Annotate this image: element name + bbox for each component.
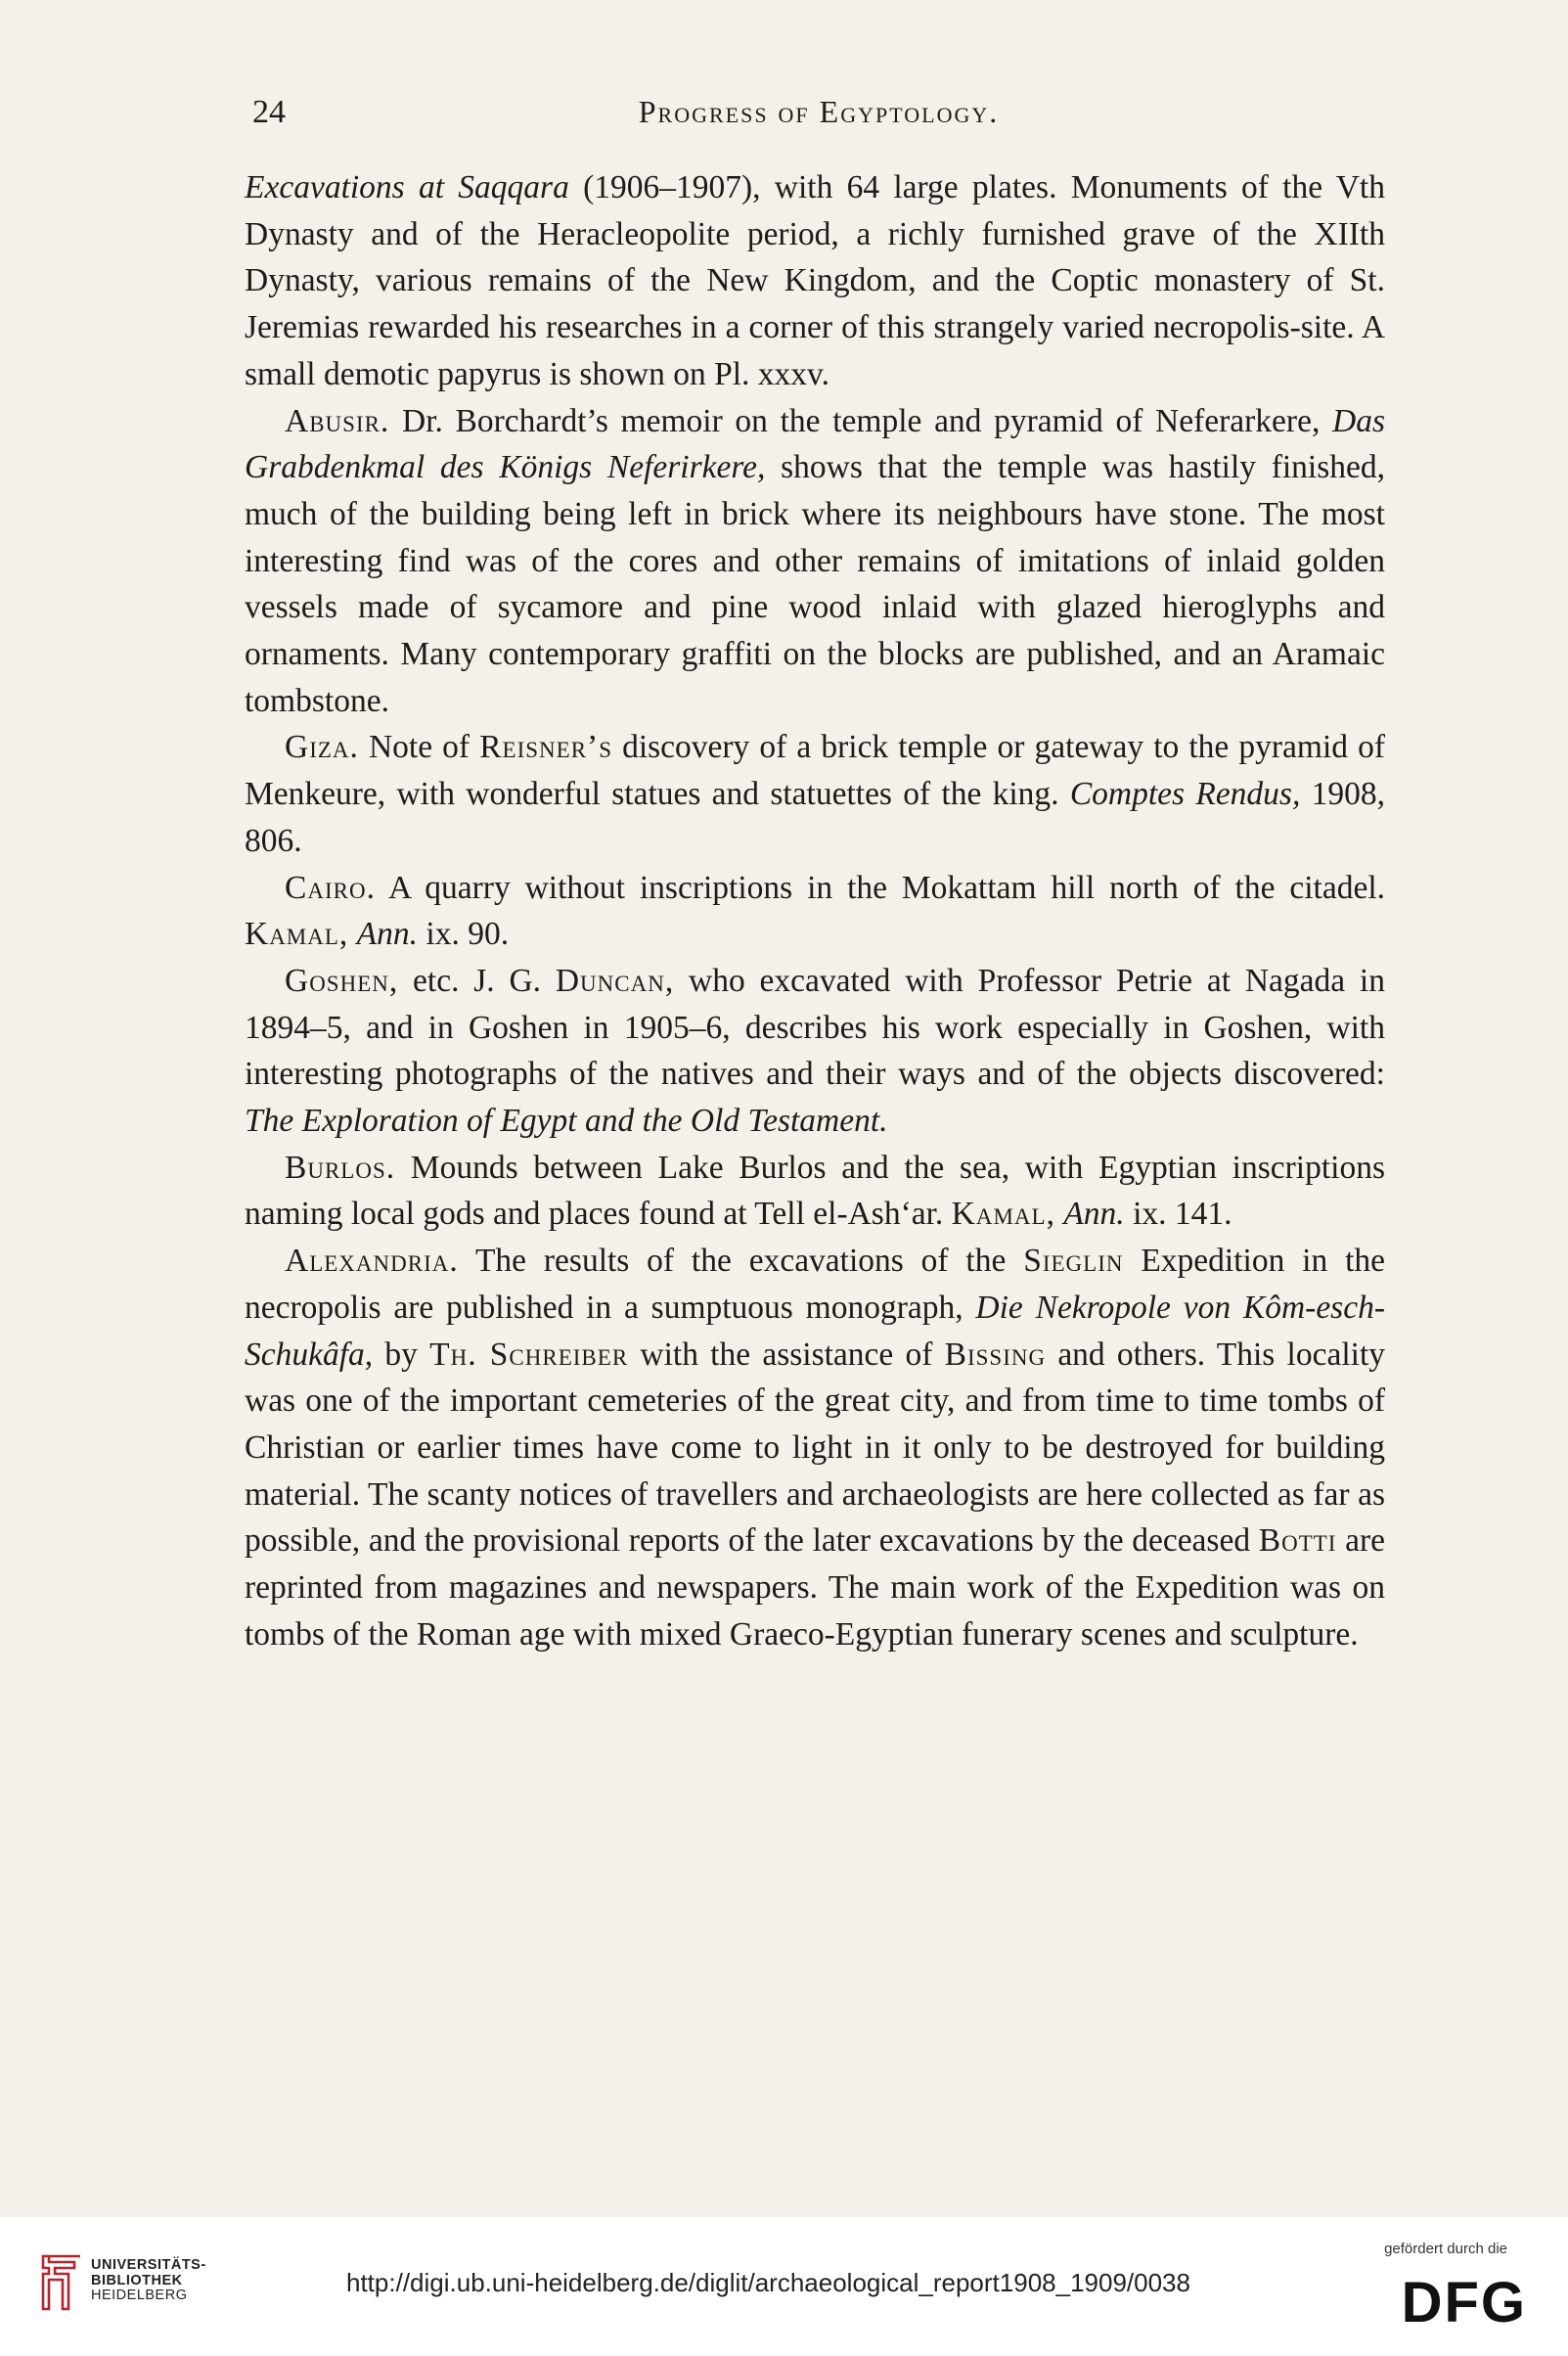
paragraph-saqqara: Excavations at Saqqara (1906–1907), with 64 large plates. Monuments of the Vth Dynasty and of the Heracleopolite period, a richly furnished grave of the XIIth Dynasty, various remains of the New Kingdom, and the Coptic monastery of St. Jeremias rewarded his researches in a corner of this strangely varied necropolis-site. A small demotic papyrus is shown on Pl. xxxv. [245, 169, 1385, 392]
paragraph-giza: Giza. Note of Reisner’s discovery of a brick temple or gateway to the pyramid of Menkeure, with wonderful statues and statuettes of the king. Comptes Rendus, 1908, 806. [245, 729, 1385, 859]
funding-note: gefördert durch die [1384, 2241, 1507, 2257]
section-head-burlos: Burlos. [285, 1149, 396, 1186]
digitization-footer [0, 2217, 1568, 2356]
page-number: 24 [252, 94, 286, 130]
running-title: Progress of Egyptology. [638, 94, 1000, 129]
section-head-cairo: Cairo. [285, 869, 376, 906]
paragraph-goshen: Goshen, etc. J. G. Duncan, who excavated with Professor Petrie at Nagada in 1894–5, and in Goshen in 1905–6, describes his work especially in Goshen, with interesting photographs of the natives and their ways and of the objects discovered: The Exploration of Egypt and the Old Testament. [245, 962, 1385, 1140]
dfg-logo: DFG [1401, 2271, 1527, 2334]
section-head-alexandria: Alexandria. [285, 1243, 459, 1280]
paragraph-burlos: Burlos. Mounds between Lake Burlos and the sea, with Egyptian inscriptions naming local gods and places found at Tell el-Ash‘ar. Kamal, Ann. ix. 141. [245, 1149, 1385, 1233]
section-head-giza: Giza. [285, 729, 359, 766]
paragraph-abusir: Abusir. Dr. Borchardt’s memoir on the temple and pyramid of Neferarkere, Das Grabdenkmal des Königs Neferirkere, shows that the temple was hastily finished, much of the building being left in brick where its neighbours have stone. The most interesting find was of the cores and other remains of imitations of inlaid golden vessels made of sycamore and pine wood inlaid with glazed hieroglyphs and ornaments. Many contemporary graffiti on the blocks are published, and an Aramaic tombstone. [245, 402, 1385, 719]
page-header [252, 94, 1385, 133]
university-library-logo-icon [37, 2252, 82, 2313]
section-head-goshen: Goshen, [285, 962, 399, 999]
library-name: UNIVERSITÄTS- BIBLIOTHEK HEIDELBERG [91, 2257, 206, 2303]
paragraph-cairo: Cairo. A quarry without inscriptions in the Mokattam hill north of the citadel. Kamal, Ann. ix. 90. [245, 869, 1385, 953]
section-head-abusir: Abusir. [285, 402, 390, 439]
paragraph-alexandria: Alexandria. The results of the excavations of the Sieglin Expedition in the necropolis are published in a sumptuous monograph, Die Nekropole von Kôm-esch-Schukâfa, by Th. Schreiber with the assistance of Bissing and others. This locality was one of the important cemeteries of the great city, and from time to time tombs of Christian or earlier times have come to light in it only to be destroyed for building material. The scanty notices of travellers and archaeologists are here collected as far as possible, and the provisional reports of the later excavations by the deceased Botti are reprinted from magazines and newspapers. The main work of the Expedition was on tombs of the Roman age with mixed Graeco-Egyptian funerary scenes and sculpture. [245, 1243, 1386, 1653]
permalink-url[interactable]: http://digi.ub.uni-heidelberg.de/diglit/archaeological_report1908_1909/0038 [346, 2268, 1190, 2297]
body-text [245, 164, 1385, 1658]
